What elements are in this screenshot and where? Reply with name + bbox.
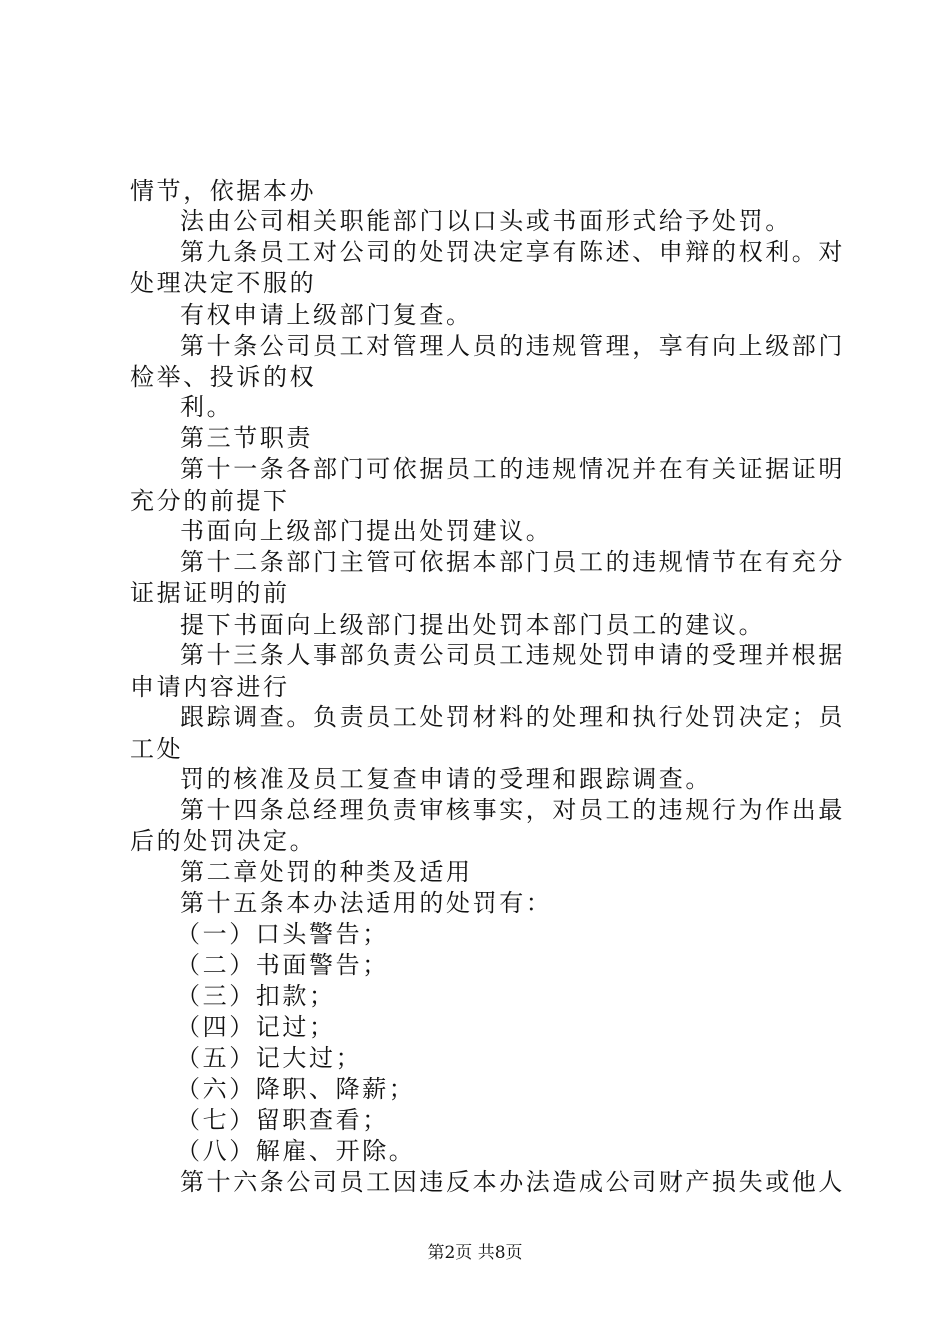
list-item: （七）留职查看；: [176, 1106, 389, 1134]
text-line: 跟踪调查。负责员工处罚材料的处理和执行处罚决定；员: [180, 703, 845, 731]
text-line: 第十四条总经理负责审核事实，对员工的违规行为作出最: [180, 796, 845, 824]
text-line: 书面向上级部门提出处罚建议。: [180, 517, 553, 545]
list-item: （一）口头警告；: [176, 920, 389, 948]
text-line: 情节，依据本办: [130, 177, 317, 205]
text-line: 后的处罚决定。: [130, 827, 317, 855]
text-line: 罚的核准及员工复查申请的受理和跟踪调查。: [180, 765, 712, 793]
text-line: 证据证明的前: [130, 579, 290, 607]
chapter-heading: 第二章处罚的种类及适用: [180, 858, 473, 886]
text-line: 充分的前提下: [130, 487, 290, 515]
text-line: 第十一条各部门可依据员工的违规情况并在有关证据证明: [180, 455, 845, 483]
list-item: （三）扣款；: [176, 982, 336, 1010]
list-item: （二）书面警告；: [176, 951, 389, 979]
section-heading: 第三节职责: [180, 424, 313, 452]
text-line: 利。: [180, 393, 234, 421]
text-line: 有权申请上级部门复查。: [180, 301, 473, 329]
text-line: 申请内容进行: [130, 673, 290, 701]
list-item: （八）解雇、开除。: [176, 1137, 416, 1165]
text-line: 第十三条人事部负责公司员工违规处罚申请的受理并根据: [180, 641, 845, 669]
text-line: 第十二条部门主管可依据本部门员工的违规情节在有充分: [180, 548, 845, 576]
text-line: 第十六条公司员工因违反本办法造成公司财产损失或他人: [180, 1168, 845, 1196]
text-line: 处理决定不服的: [130, 269, 317, 297]
list-item: （五）记大过；: [176, 1044, 363, 1072]
text-line: 提下书面向上级部门提出处罚本部门员工的建议。: [180, 611, 766, 639]
text-line: 检举、投诉的权: [130, 363, 317, 391]
text-line: 第十条公司员工对管理人员的违规管理，享有向上级部门: [180, 332, 845, 360]
list-item: （四）记过；: [176, 1013, 336, 1041]
text-line: 第九条员工对公司的处罚决定享有陈述、申辩的权利。对: [180, 238, 845, 266]
text-line: 第十五条本办法适用的处罚有：: [180, 889, 553, 917]
list-item: （六）降职、降薪；: [176, 1075, 416, 1103]
page-number-footer: 第2页 共8页: [427, 1243, 523, 1263]
text-line: 法由公司相关职能部门以口头或书面形式给予处罚。: [180, 207, 792, 235]
text-line: 工处: [130, 735, 184, 763]
